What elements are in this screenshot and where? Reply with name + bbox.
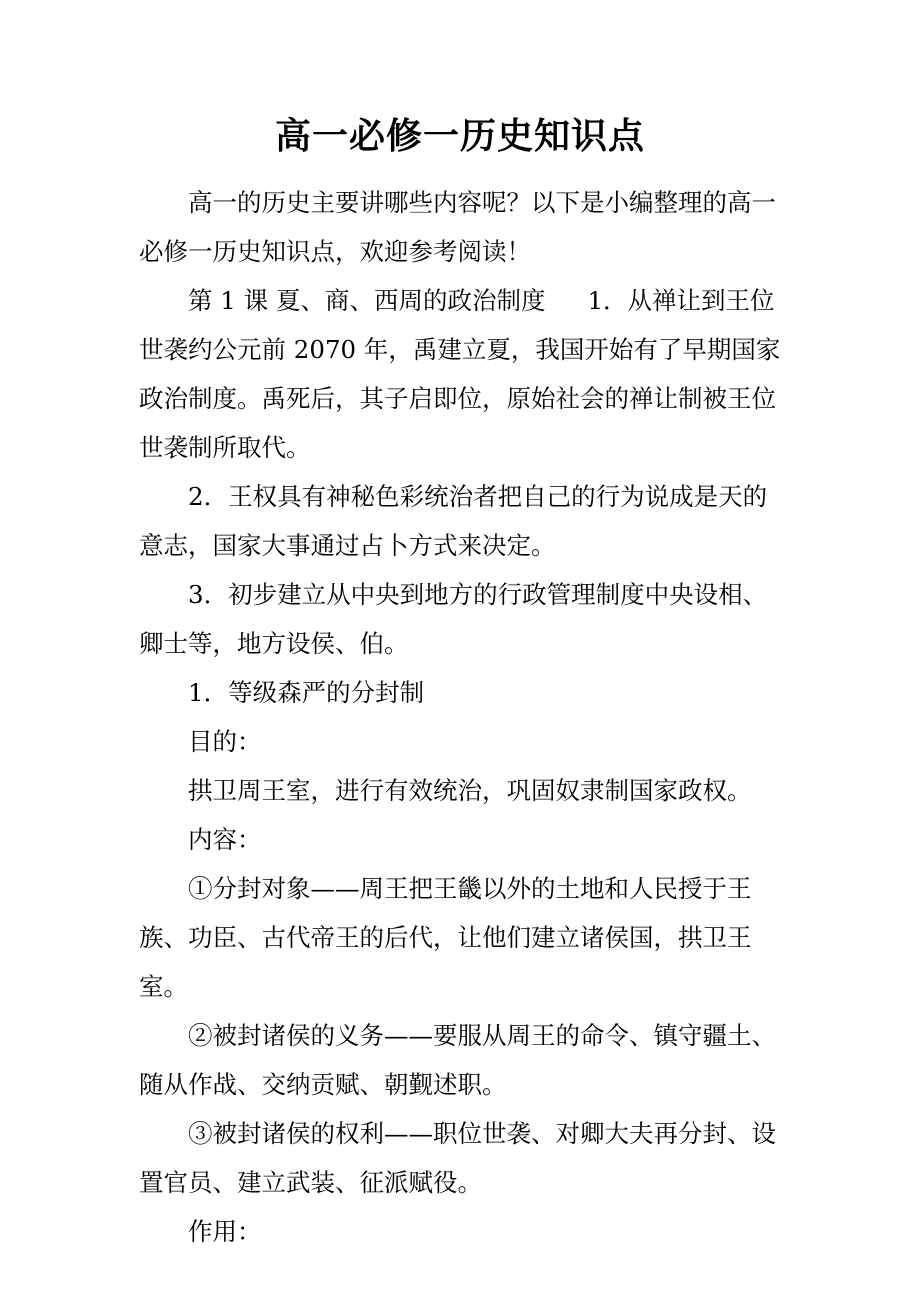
page-title: 高一必修一历史知识点 xyxy=(274,115,645,157)
lesson-point-1: 1．从禅让到王位世袭约公元前 2070 年，禹建立夏，我国开始有了早期国家政治制度。禹死后，其子启即位，原始社会的禅让制被王位世袭制所取代。 xyxy=(139,286,781,462)
purpose-text: 拱卫周王室，进行有效统治，巩固奴隶制国家政权。 xyxy=(188,776,752,805)
effect-label: 作用： xyxy=(188,1217,262,1246)
content-item-1: ①分封对象——周王把王畿以外的土地和人民授于王族、功臣、古代帝王的后代，让他们建立诸侯国，拱卫王室。 xyxy=(139,874,752,1001)
lesson-point-2: 2．王权具有神秘色彩统治者把自己的行为说成是天的意志，国家大事通过占卜方式来决定。 xyxy=(139,482,768,560)
content-item-3: ③被封诸侯的权利——职位世袭、对卿大夫再分封、设置官员、建立武装、征派赋役。 xyxy=(139,1119,776,1197)
lesson-point-3: 3．初步建立从中央到地方的行政管理制度中央设相、卿士等，地方设侯、伯。 xyxy=(139,580,768,658)
document-body xyxy=(139,178,789,1256)
content-item-2: ②被封诸侯的义务——要服从周王的命令、镇守疆土、随从作战、交纳贡赋、朝觐述职。 xyxy=(139,1021,776,1099)
intro-paragraph: 高一的历史主要讲哪些内容呢？以下是小编整理的高一必修一历史知识点，欢迎参考阅读！ xyxy=(139,188,776,266)
fengjian-heading: 1．等级森严的分封制 xyxy=(188,678,425,707)
content-label: 内容： xyxy=(188,825,262,854)
purpose-label: 目的： xyxy=(188,727,262,756)
lesson-paragraph xyxy=(139,276,789,472)
lesson-heading: 第 1 课 夏、商、西周的政治制度 xyxy=(188,286,546,315)
